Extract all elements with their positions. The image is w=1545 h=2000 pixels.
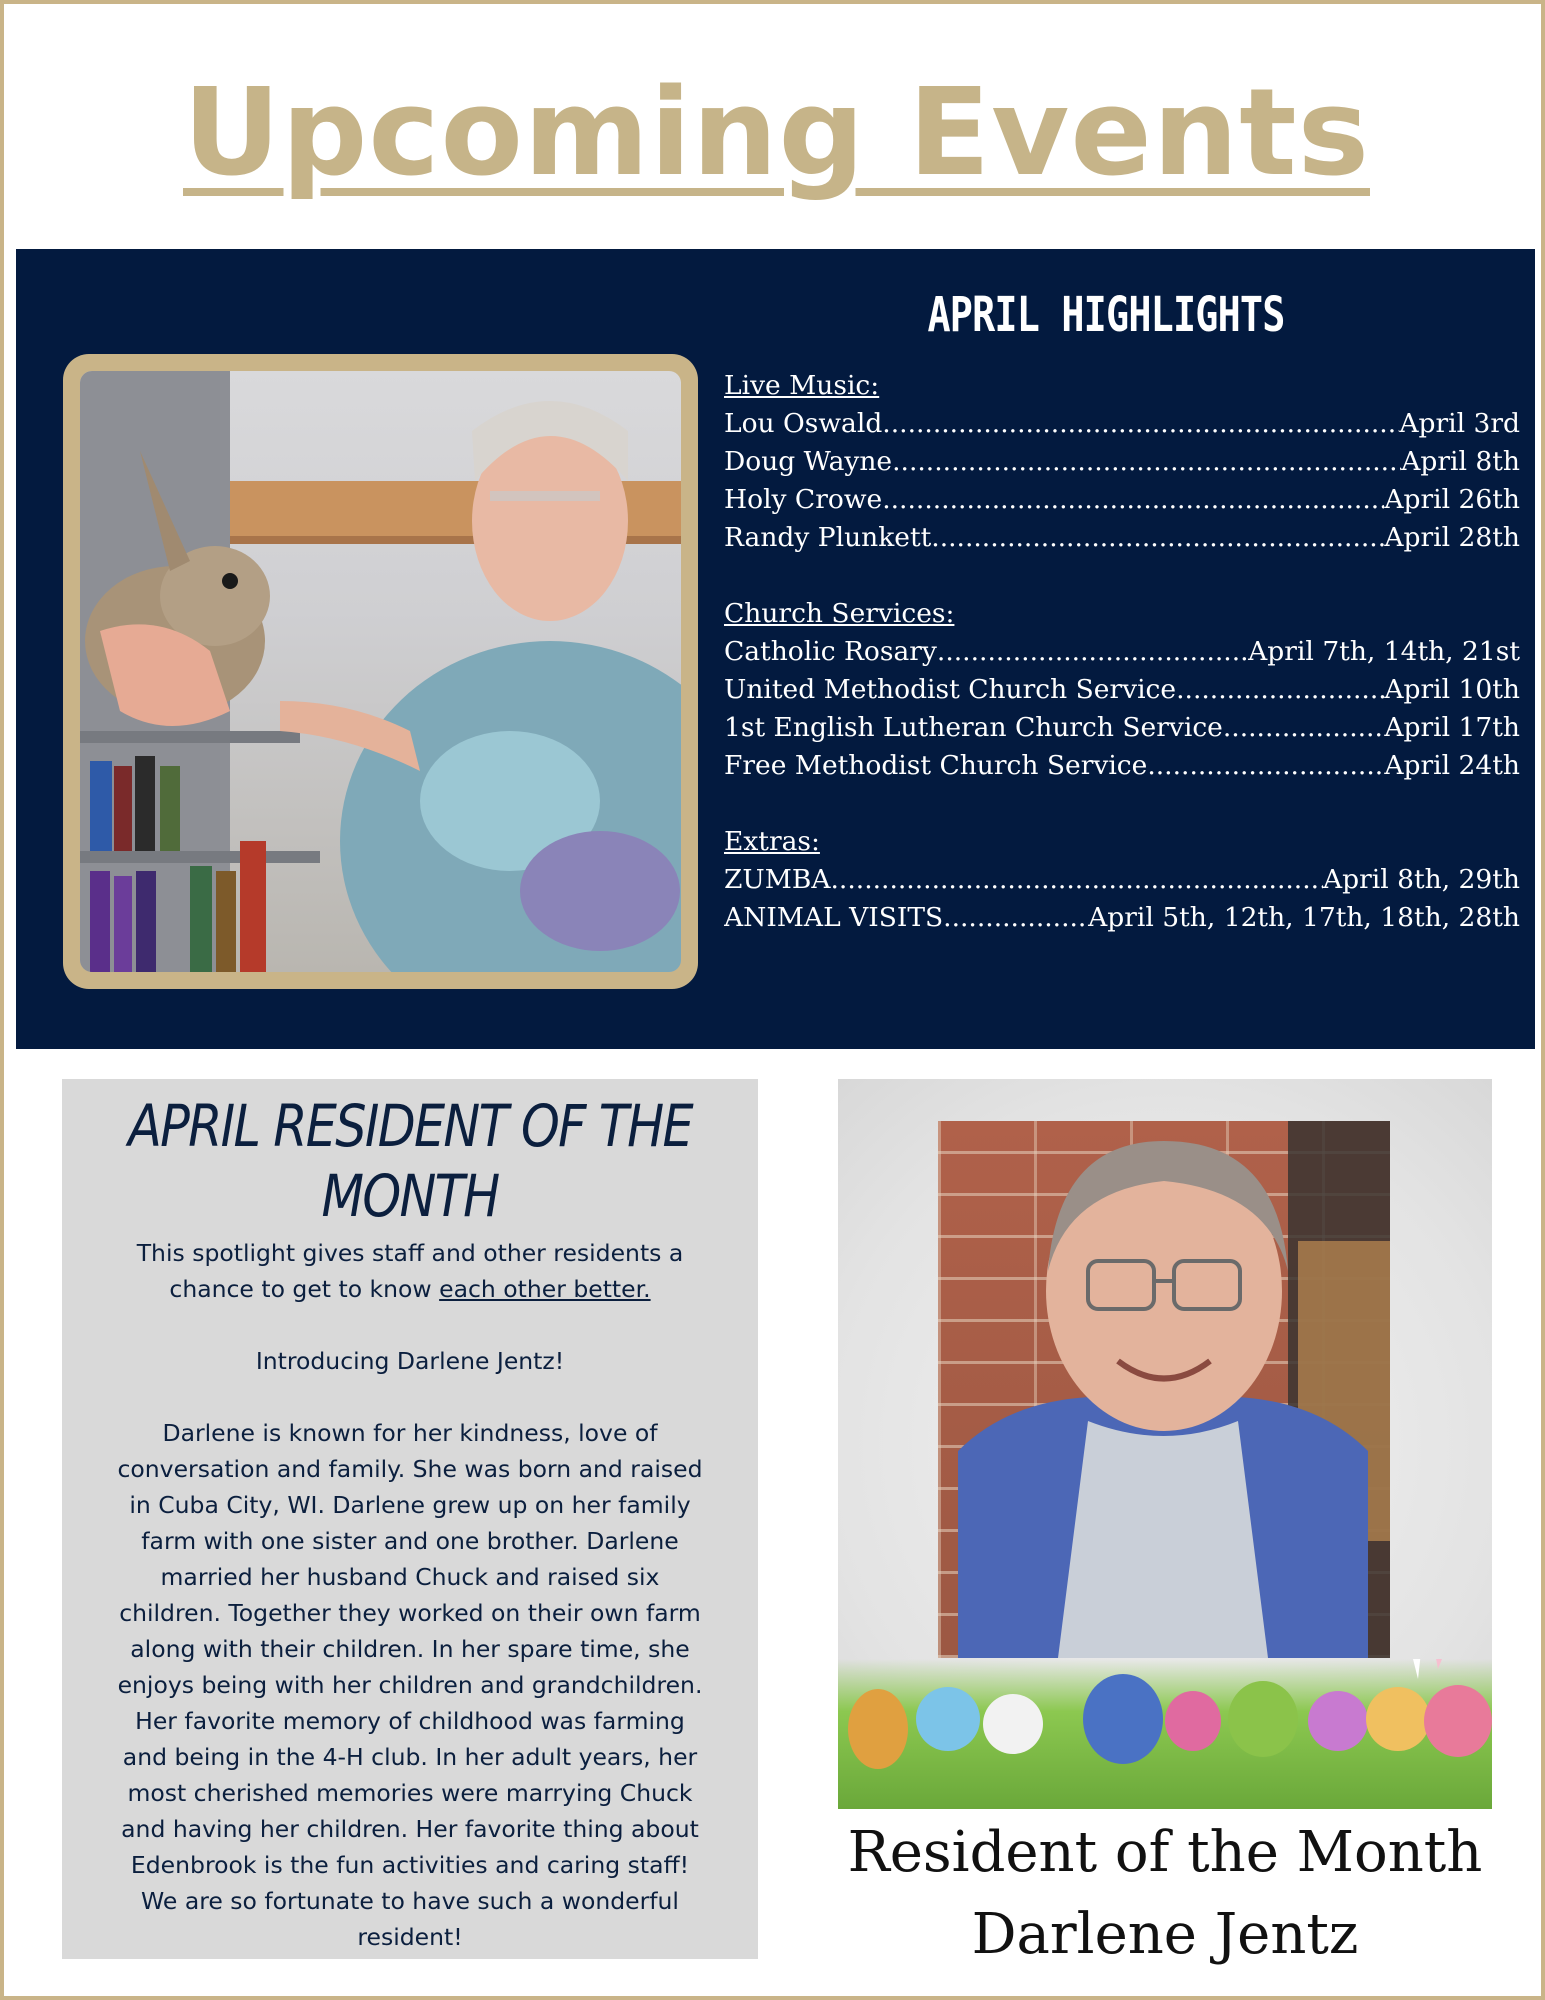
introducing-line: Introducing Darlene Jentz! xyxy=(255,1347,565,1375)
list-item: Free Methodist Church Service ..... April 24th xyxy=(724,747,1520,785)
list-item: ANIMAL VISITS ..... April 5th, 12th, 17th, 18th, 28th xyxy=(724,899,1520,937)
resident-portrait-photo xyxy=(938,1121,1390,1658)
april-highlights-title: APRIL HIGHLIGHTS xyxy=(927,287,1285,343)
woman-petting-rabbit-photo xyxy=(80,371,681,972)
resident-of-month-box xyxy=(62,1079,758,1959)
list-item: Holy Crowe ..... April 26th xyxy=(724,481,1520,519)
live-music-heading: Live Music: xyxy=(724,370,880,401)
list-item: Randy Plunkett ..... April 28th xyxy=(724,519,1520,557)
church-services-heading: Church Services: xyxy=(724,598,955,629)
april-highlights-panel xyxy=(16,249,1535,1049)
list-item: United Methodist Church Service ..... April 10th xyxy=(724,671,1520,709)
page-title: Upcoming Events xyxy=(183,64,1370,203)
resident-bio: This spotlight gives staff and other residents a chance to get to know each other better. Introducing Darlene Jentz! Darlene is known for her kindness, love of conversation and family. She was born and raised in Cuba City, WI. Darlene grew up on her family farm with one sister and one brother. Darlene married her husband Chuck and raised six children. Together they worked on their own farm along with their children. In her spare time, she enjoys being with her children and grandchildren. Her favorite memory of childhood was farming and being in the 4-H club. In her adult years, her most cherished memories were marrying Chuck and having her children. Her favorite thing about Edenbrook is the fun activities and caring staff! We are so fortunate to have such a wonderful resident! xyxy=(76,1235,744,1955)
easter-eggs-grass-decoration xyxy=(838,1659,1492,1809)
list-item: Doug Wayne ..... April 8th xyxy=(724,443,1520,481)
resident-photo-panel xyxy=(838,1079,1492,1809)
list-item: Catholic Rosary ..... April 7th, 14th, 21st xyxy=(724,633,1520,671)
list-item: ZUMBA ..... April 8th, 29th xyxy=(724,861,1520,899)
list-item: Lou Oswald ..... April 3rd xyxy=(724,405,1520,443)
rabbit-photo-frame xyxy=(63,354,698,989)
resident-heading: APRIL RESIDENT OF THE MONTH xyxy=(128,1092,692,1230)
extras-heading: Extras: xyxy=(724,826,820,857)
resident-caption: Resident of the Month Darlene Jentz xyxy=(847,1820,1483,1967)
list-item: 1st English Lutheran Church Service ..... April 17th xyxy=(724,709,1520,747)
events-list xyxy=(724,367,1520,937)
